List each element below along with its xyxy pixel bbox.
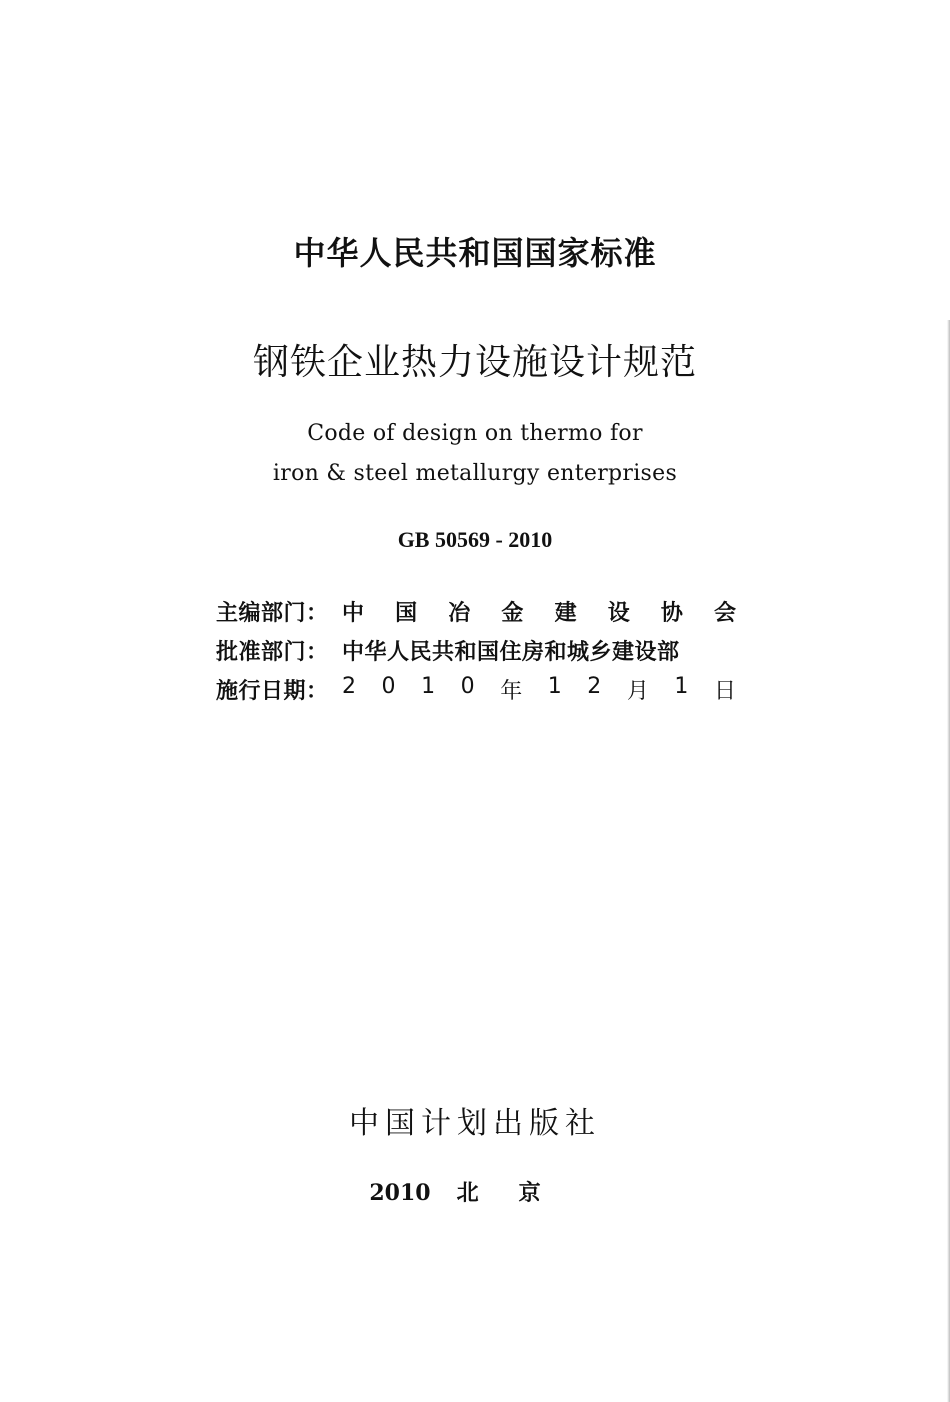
editor-department-value [342,596,736,627]
editor-char: 国 [395,600,418,626]
date-char: 2 [587,673,602,699]
editor-department-row [216,597,736,625]
editor-department-label: 主编部门： [216,600,329,626]
editor-char: 中 [342,600,365,626]
editor-char: 协 [660,600,683,626]
imprint-city: 北京 [456,1180,581,1206]
date-char: 1 [547,673,562,699]
approving-department-label: 批准部门： [216,639,329,665]
english-title-line-1: Code of design on thermo for [307,421,643,446]
chinese-title: 钢铁企业热力设施设计规范 [252,342,697,383]
editor-char: 会 [713,600,736,626]
date-char: 0 [381,673,396,699]
english-title-line-2: iron & steel metallurgy enterprises [272,461,678,486]
editor-char: 设 [607,600,630,626]
imprint-year: 2010 [369,1180,431,1206]
approving-department-value: 中华人民共和国住房和城乡建设部 [342,639,680,665]
standard-code: GB 50569 - 2010 [397,527,553,552]
date-char: 1 [674,673,689,699]
editor-char: 建 [554,600,577,626]
effective-date-row [216,675,736,703]
date-char: 日 [713,678,736,704]
date-char: 2 [342,673,356,699]
approving-department-row [216,636,736,664]
standard-series-title: 中华人民共和国国家标准 [293,234,657,272]
effective-date-label: 施行日期： [216,678,329,704]
imprint-line [0,1176,950,1207]
date-char: 月 [626,678,649,704]
effective-date-value [342,674,736,705]
date-char: 1 [421,673,436,699]
date-char: 年 [500,678,523,704]
publisher-name: 中国计划出版社 [349,1106,601,1141]
editor-char: 冶 [448,600,471,626]
editor-char: 金 [501,600,524,626]
date-char: 0 [460,673,475,699]
